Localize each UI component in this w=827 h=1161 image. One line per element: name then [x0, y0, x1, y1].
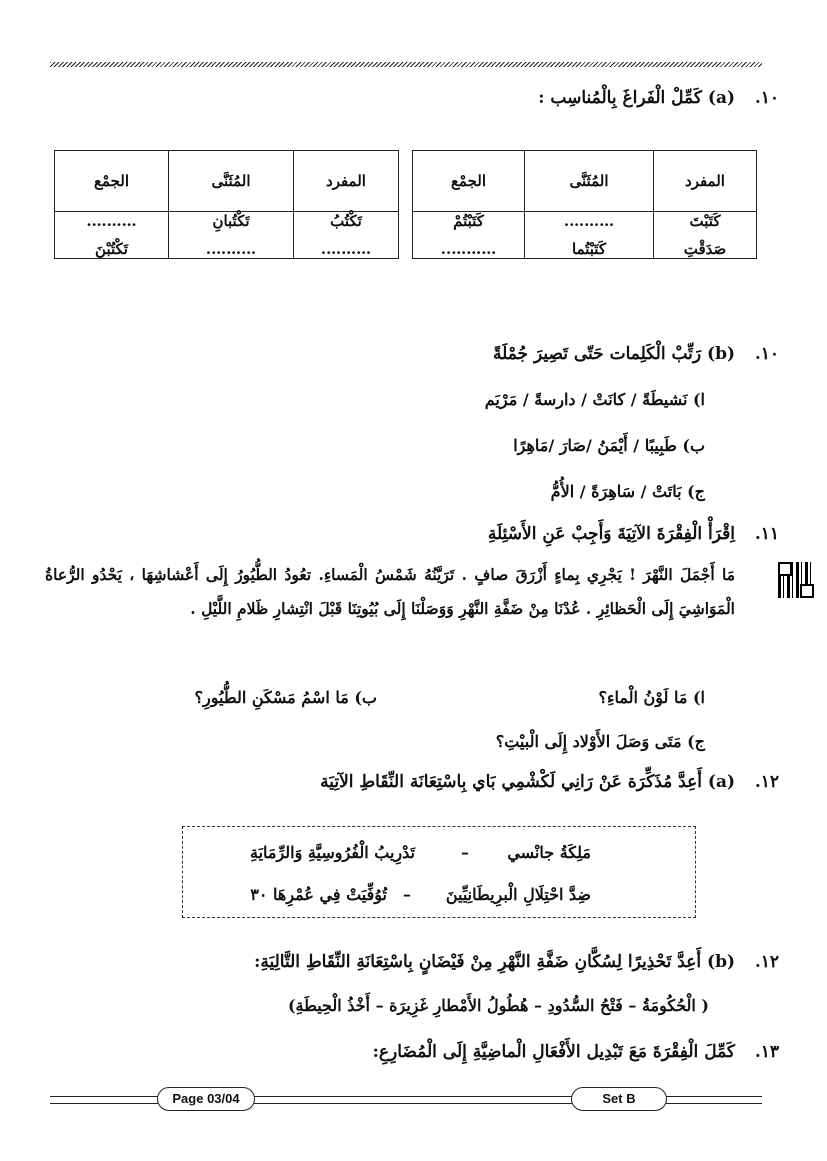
table-cell: ………. — [563, 212, 615, 230]
table-left-cells-col1 — [294, 212, 399, 259]
table-left-cells-col3 — [55, 212, 169, 259]
table-left — [54, 150, 399, 259]
q12a-number: ١٢. — [754, 772, 779, 792]
box-point: تَدْرِيبُ الْفُرُوسِيَّةِ وَالرِّمَايَةِ — [249, 843, 415, 862]
q10b-item: ج) بَاتَتْ / سَاهِرَةً / الأُمُّ — [550, 482, 705, 501]
footer-rule — [50, 1096, 158, 1104]
qr-code — [778, 562, 814, 598]
table-left-header: المُثَنَّى — [169, 151, 294, 212]
table-right-cells-col3 — [413, 212, 525, 259]
box-point: تُوُفِّيَتْ فِي عُمْرِهَا ٣٠ — [250, 885, 387, 904]
table-left-cells-col2 — [169, 212, 294, 259]
footer-rule — [666, 1096, 762, 1104]
points-box — [182, 826, 696, 918]
table-cell: تَكْتُبانِ — [212, 212, 250, 230]
q12a-instruction: (a) أَعِدَّ مُذَكِّرَة عَنْ رَانِي لَكْشْمِي بَاي بِاسْتِعَانَة النِّقَاطِ الآتِيَة — [320, 772, 735, 792]
table-left-header: المفرد — [294, 151, 399, 212]
q11-number: ١١. — [754, 524, 779, 544]
table-cell: تَكْتُبُ — [330, 212, 362, 230]
q11-passage: مَا أَجْمَلَ النَّهْرَ ! يَجْرِي بِماءٍ أَزْرَقَ صافٍ . تَرَيَّنُهُ شَمْسُ الْمَساءِ. تعُودُ الطُّيُورُ إِلَى أَعْشاشِهَا ، يَحْدُو الرُّعاةُ الْمَوَاشِيَ إِلَى الْحَظائِرِ . عُدْنَا مِنْ ضَفَّةِ النَّهْرِ وَوَصَلْنَا إِلَى بُيُوتِنَا قَبْلَ انْتِشارِ ظَلامِ اللَّيْلِ . — [45, 565, 735, 618]
top-hatched-rule — [50, 62, 762, 67]
table-cell: ………. — [86, 212, 137, 230]
set-badge: Set B — [571, 1087, 667, 1111]
table-cell: كَتَبْتُمْ — [453, 212, 484, 230]
q11-question-b: ب) مَا اسْمُ مَسْكَنِ الطُّيُورِ؟ — [194, 688, 377, 707]
table-right-cells-col1 — [654, 212, 757, 259]
table-right — [412, 150, 757, 259]
table-cell: تَكْتُبْنَ — [95, 240, 128, 258]
table-right-cells-col2 — [525, 212, 654, 259]
q10b-item: ب) طَبِيبًا / أَيْمَنُ /صَارَ /مَاهِرًا — [513, 436, 705, 455]
q13-number: ١٣. — [754, 1042, 779, 1062]
footer-rule — [254, 1096, 572, 1104]
table-cell: كَتَبْتُما — [572, 240, 606, 258]
q12b-instruction: (b) أَعِدَّ تَحْذِيرًا لِسُكَّانِ ضَفَّةِ النَّهْرِ مِنْ فَيْضَانٍ بِاسْتِعَانَةِ النِّقَاطِ التَّالِيَةِ: — [254, 952, 735, 972]
q11-question-a: ا) مَا لَوْنُ الْماءِ؟ — [598, 688, 705, 707]
table-cell: كَتَبْتَ — [689, 212, 721, 230]
box-dash: – — [461, 843, 469, 862]
table-cell: صَدَقْتِ — [683, 240, 727, 258]
table-right-header: المُثَنَّى — [525, 151, 654, 212]
box-dash: – — [403, 885, 411, 904]
q12b-number: ١٢. — [754, 952, 779, 972]
box-point: مَلِكَةُ جانْسي — [507, 843, 591, 862]
q10a-instruction: (a) كَمِّلْ الْفَراغَ بِالْمُناسِب : — [538, 88, 735, 108]
q13-instruction: كَمِّلَ الْفِقْرَةَ مَعَ تَبْدِيل الأَفْعَالِ الْماضِيَّةِ إِلَى الْمُضَارِعِ: — [372, 1042, 735, 1062]
page-number-badge: Page 03/04 — [157, 1087, 255, 1111]
box-point: ضِدَّ احْتِلَالِ الْبرِيطَانِيِّينَ — [445, 885, 591, 904]
q10a-number: ١٠. — [754, 88, 779, 108]
q10b-item: ا) نَشيطَةً / كانَتْ / دارسةً / مَرْيَم — [484, 390, 705, 409]
q11-question-c: ج) مَتَى وَصَلَ الأَوْلاد إِلَى الْبيْتِ؟ — [495, 732, 705, 751]
table-cell: ………. — [205, 240, 257, 258]
table-right-header: المفرد — [654, 151, 757, 212]
q10b-number: ١٠. — [754, 344, 779, 364]
q12b-points: ( الْحُكُومَةُ – فَتْحُ السُّدُودِ – هُطُولُ الأَمْطارِ غَزِيرَة – أَخْذُ الْحِيطَةِ) — [287, 996, 709, 1015]
table-left-header: الجمْع — [55, 151, 169, 212]
q10b-instruction: (b) رَتِّبْ الْكَلِمات حَتّى تَصِيرَ جُمْلَةً — [492, 344, 735, 364]
table-right-header: الجمْع — [413, 151, 525, 212]
table-cell: ……….. — [440, 240, 497, 258]
q11-instruction: اِقْرَأْ الْفِقْرَةَ الآتِيَةَ وَأَجِبْ عَنِ الأَسْئِلَةِ — [487, 524, 735, 544]
table-cell: ………. — [320, 240, 372, 258]
